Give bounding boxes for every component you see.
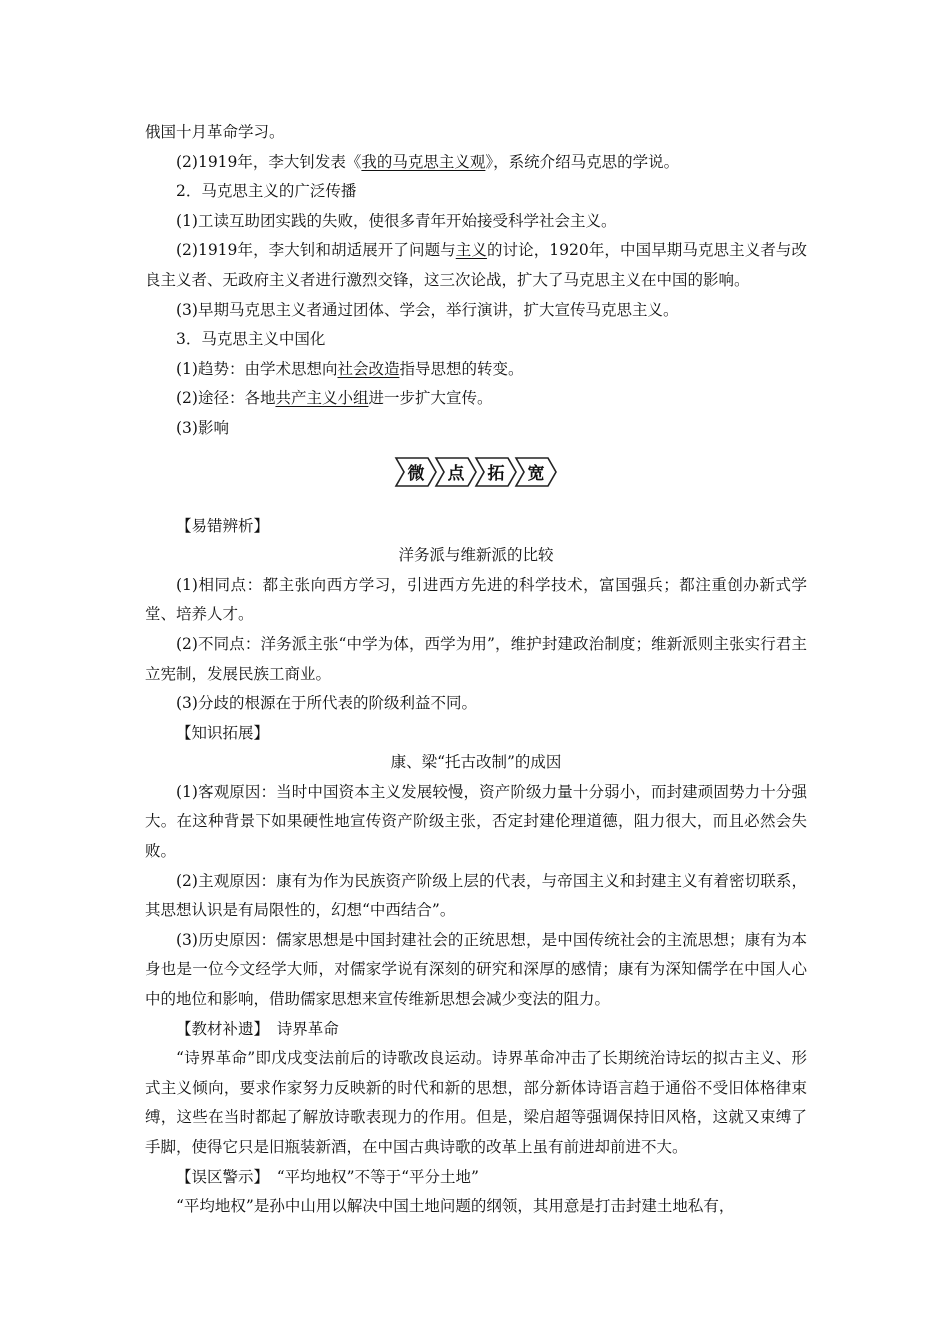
text-line: (3)影响: [176, 418, 229, 437]
topic-title: 洋务派与维新派的比较: [398, 546, 554, 565]
underlined-term: 我的马克思主义观: [361, 152, 486, 171]
text-line: (2)1919年，李大钊发表《我的马克思主义观》，系统介绍马克思的学说。: [176, 152, 680, 171]
paragraph: (1)客观原因：当时中国资本主义发展较慢，资产阶级力量十分弱小，而封建顽固势力十分强大。在这种背景下如果硬性地宣传资产阶级主张，否定封建伦理道德，阻力很大，而且必然会失败。: [145, 782, 807, 861]
text-line: (1)趋势：由学术思想向社会改造指导思想的转变。: [176, 359, 524, 378]
underlined-term: 主义: [455, 241, 487, 260]
section-heading: 【误区警示】 “平均地权”不等于“平分土地”: [176, 1167, 479, 1186]
underlined-term: 共产主义小组: [275, 389, 369, 408]
paragraph: “诗界革命”即戊戌变法前后的诗歌改良运动。诗界革命冲击了长期统治诗坛的拟古主义、形式主义倾向，要求作家努力反映新的时代和新的思想，部分新体诗语言趋于通俗不受旧体格律束缚，这些在当时都起了解放诗歌表现力的作用。但是，梁启超等强调保持旧风格，这就又束缚了手脚，使得它只是旧瓶装新酒，在中国古典诗歌的改革上虽有前进却前进不大。: [145, 1049, 807, 1156]
section-heading: 3．马克思主义中国化: [176, 330, 326, 349]
paragraph: “平均地权”是孙中山用以解决中国土地问题的纲领，其用意是打击封建土地私有，: [176, 1197, 735, 1216]
text-line: (3)早期马克思主义者通过团体、学会，举行演讲，扩大宣传马克思主义。: [176, 300, 679, 319]
paragraph: (2)不同点：洋务派主张“中学为体，西学为用”，维护封建政治制度；维新派则主张实行君主立宪制，发展民族工商业。: [145, 634, 807, 683]
spacer: [145, 498, 807, 512]
paragraph: (1)相同点：都主张向西方学习，引进西方先进的科学技术，富国强兵；都注重创办新式学堂、培养人才。: [145, 575, 807, 624]
text-line: 俄国十月革命学习。: [145, 123, 285, 141]
banner-cell: 微: [394, 456, 438, 488]
document-page: [145, 118, 807, 1222]
text-line: (2)途径：各地共产主义小组进一步扩大宣传。: [176, 389, 493, 408]
topic-title: 康、梁“托古改制”的成因: [390, 753, 562, 772]
section-heading: 【知识拓展】: [176, 723, 270, 742]
paragraph: (2)主观原因：康有为作为民族资产阶级上层的代表，与帝国主义和封建主义有着密切联系，其思想认识是有局限性的，幻想“中西结合”。: [145, 871, 807, 920]
underlined-term: 社会改造: [337, 359, 400, 378]
banner-cell: 宽: [514, 456, 558, 488]
section-heading: 【易错辨析】: [176, 516, 270, 535]
section-heading: 【教材补遗】 诗界革命: [176, 1019, 339, 1038]
paragraph: (2)1919年，李大钊和胡适展开了问题与主义的讨论，1920年，中国早期马克思主义者与改良主义者、无政府主义者进行激烈交锋，这三次论战，扩大了马克思主义在中国的影响。: [145, 241, 807, 289]
banner-cell: 拓: [474, 456, 518, 488]
text-line: (1)工读互助团实践的失败，使很多青年开始接受科学社会主义。: [176, 211, 617, 230]
text-line: (3)分歧的根源在于所代表的阶级利益不同。: [176, 694, 477, 713]
section-heading: 2．马克思主义的广泛传播: [176, 182, 357, 201]
banner-cell: 点: [434, 456, 478, 488]
paragraph: (3)历史原因：儒家思想是中国封建社会的正统思想，是中国传统社会的主流思想；康有为本身也是一位今文经学大师，对儒家学说有深刻的研究和深厚的感情；康有为深知儒学在中国人心中的地位和影响，借助儒家思想来宣传维新思想会减少变法的阻力。: [145, 930, 807, 1009]
section-banner: [145, 452, 807, 492]
